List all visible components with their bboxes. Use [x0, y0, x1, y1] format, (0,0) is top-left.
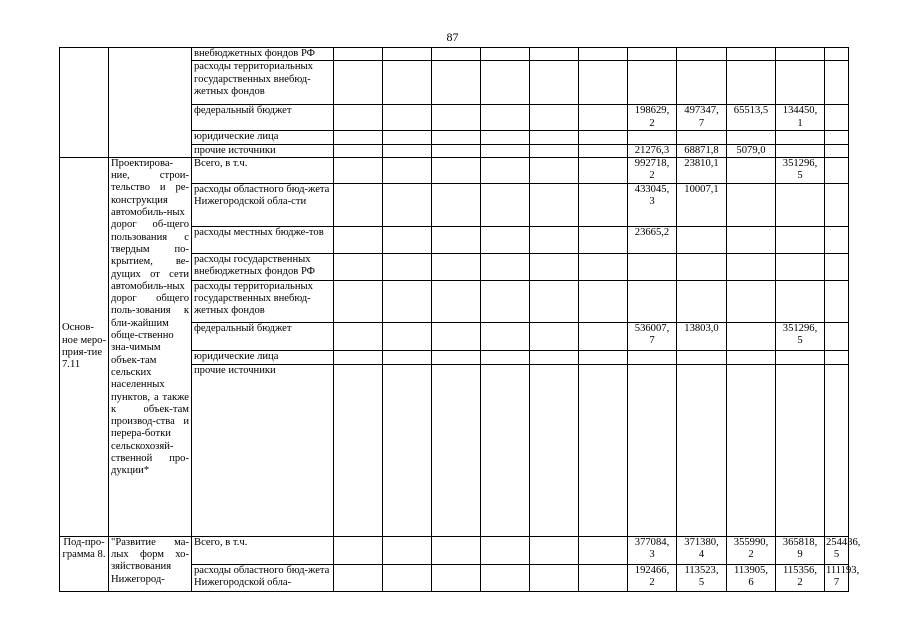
subprogram-label-cell: Под-про-грамма 8. [60, 536, 109, 591]
value-cell: 115356, 2 [776, 564, 825, 591]
continuation-label-cell [60, 48, 109, 158]
value-cell: 992718, 2 [628, 157, 677, 183]
subprogram-description-cell: "Развитие ма-лых форм хо-зяйствования Нижегород- [109, 536, 192, 591]
value-cell: 355990, 2 [727, 536, 776, 564]
source-cell: прочие источники [192, 144, 334, 157]
source-cell: расходы территориальных государственных внебюд-жетных фондов [192, 61, 334, 105]
value-cell: 351296, 5 [776, 157, 825, 183]
value-cell [727, 157, 776, 183]
value-cell: 23810,1 [677, 157, 727, 183]
source-cell: расходы областного бюд-жета Нижегородской обла- [192, 564, 334, 591]
value-cell: 13803,0 [677, 322, 727, 350]
value-cell: 65513,5 [727, 105, 776, 131]
value-cell: 351296, 5 [776, 322, 825, 350]
source-cell: юридические лица [192, 131, 334, 144]
source-cell: внебюджетных фондов РФ [192, 48, 334, 61]
source-cell: расходы территориальных государственных внебюд-жетных фондов [192, 280, 334, 322]
value-cell: 198629, 2 [628, 105, 677, 131]
source-cell: Всего, в т.ч. [192, 157, 334, 183]
source-cell: расходы местных бюдже-тов [192, 226, 334, 253]
value-cell: 68871,8 [677, 144, 727, 157]
table-row [60, 48, 849, 61]
value-cell: 23665,2 [628, 226, 677, 253]
value-cell: 433045, 3 [628, 183, 677, 226]
value-cell: 365818, 9 [776, 536, 825, 564]
value-cell: 10007,1 [677, 183, 727, 226]
budget-table [59, 47, 861, 592]
value-cell: 254436, 5 [825, 536, 849, 564]
value-cell: 192466, 2 [628, 564, 677, 591]
value-cell: 113523, 5 [677, 564, 727, 591]
source-cell: юридические лица [192, 350, 334, 364]
source-cell: прочие источники [192, 364, 334, 536]
event-description-cell: Проектирова-ние, строи-тельство и ре-конструкция автомобиль-ных дорог об-щего пользования с твердым по-крытием, ве-дущих от сети автомобиль-ных дорог общего поль-зования к бли-жайшим обще-ственно зна-чимым объек-там сельских населенных пунктов, а также к объек-там производ-ства и перера-ботки сельскохозяй-ственной про-дукции* [109, 157, 192, 536]
event-label-cell: Основ-ное меро-прия-тие 7.11 [60, 157, 109, 536]
value-cell: 113905, 6 [727, 564, 776, 591]
source-cell: федеральный бюджет [192, 105, 334, 131]
page-number: 87 [446, 30, 459, 44]
table-row [60, 157, 849, 183]
value-cell: 111193, 7 [825, 564, 849, 591]
value-cell: 497347, 7 [677, 105, 727, 131]
source-cell: Всего, в т.ч. [192, 536, 334, 564]
value-cell: 377084, 3 [628, 536, 677, 564]
value-cell: 536007, 7 [628, 322, 677, 350]
value-cell: 134450, 1 [776, 105, 825, 131]
value-cell: 5079,0 [727, 144, 776, 157]
continuation-description-cell [109, 48, 192, 158]
source-cell: расходы областного бюд-жета Нижегородской обла-сти [192, 183, 334, 226]
table-row [60, 536, 849, 564]
value-cell: 21276,3 [628, 144, 677, 157]
source-cell: расходы государственных внебюджетных фондов РФ [192, 253, 334, 280]
source-cell: федеральный бюджет [192, 322, 334, 350]
value-cell: 371380, 4 [677, 536, 727, 564]
